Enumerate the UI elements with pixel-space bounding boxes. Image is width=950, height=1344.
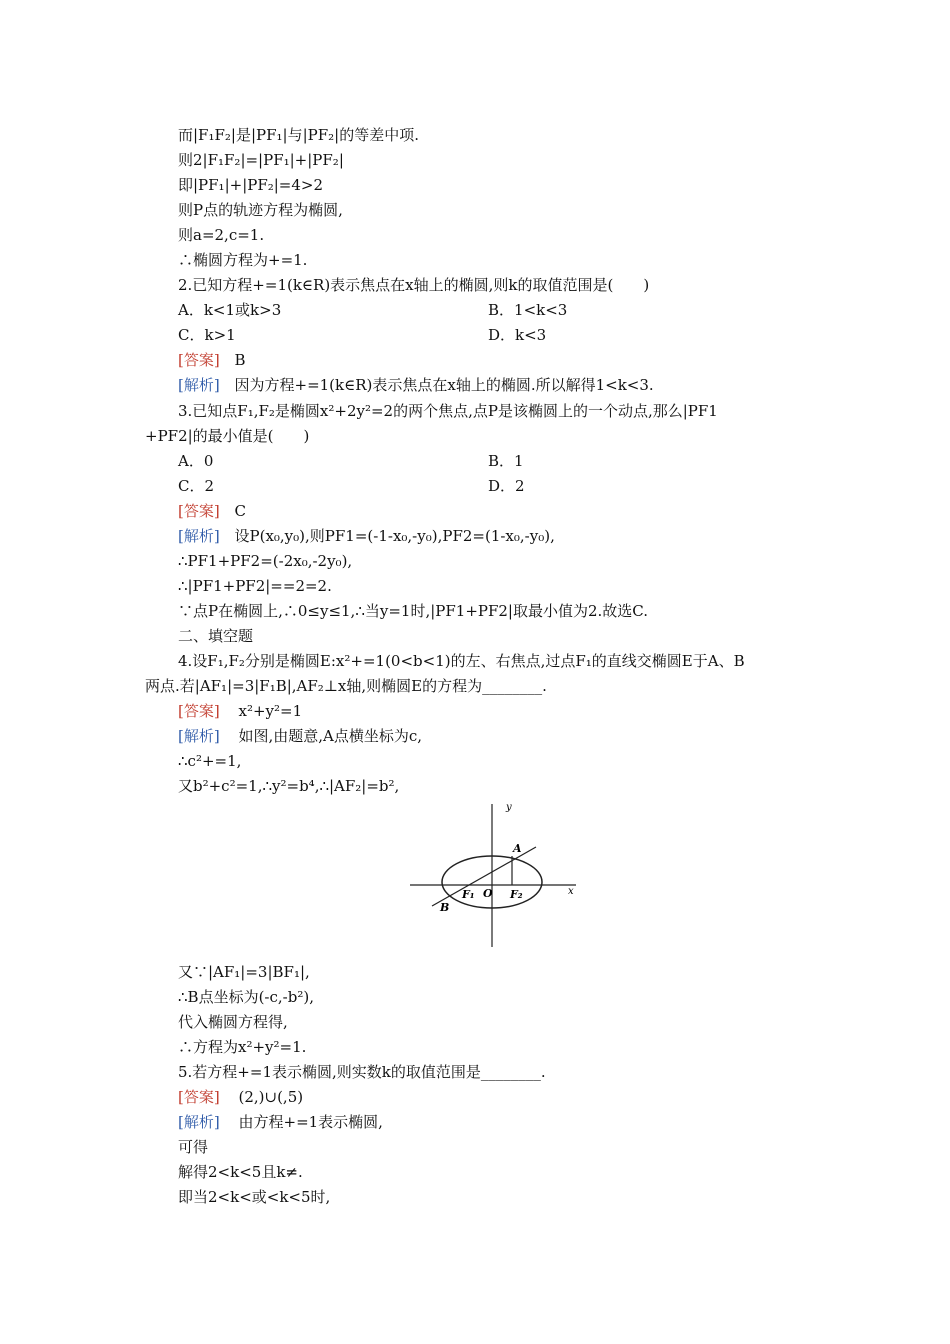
answer-value: (2,)∪(,5) — [238, 1088, 304, 1106]
option-c: C．2 — [178, 477, 215, 495]
text-line: ∴B点坐标为(-c,-b²), — [178, 988, 314, 1006]
question-4-cont: 两点.若|AF₁|=3|F₁B|,AF₂⊥x轴,则椭圆E的方程为________. — [145, 677, 547, 695]
text-line: 则P点的轨迹方程为椭圆, — [178, 201, 343, 219]
option-b: B．1<k<3 — [488, 301, 568, 319]
section-heading: 二、填空题 — [178, 627, 254, 645]
answer-value: x²+y²=1 — [238, 702, 303, 720]
text-line: 则2|F₁F₂|=|PF₁|+|PF₂| — [178, 151, 344, 169]
answer-line — [178, 350, 246, 370]
explanation-text: 因为方程+=1(k∈R)表示焦点在x轴上的椭圆.所以解得1<k<3. — [234, 376, 654, 394]
y-label: y — [506, 802, 512, 813]
f2-label: F₂ — [510, 888, 523, 901]
explanation-text: 由方程+=1表示椭圆, — [238, 1113, 383, 1131]
text-line: ∴椭圆方程为+=1. — [178, 251, 308, 269]
text-line: ∴PF1+PF2=(-2x₀,-2y₀), — [178, 552, 353, 570]
answer-tag: [答案] — [178, 1088, 220, 1106]
text-line: 则a=2,c=1. — [178, 226, 265, 244]
question-5: 5.若方程+=1表示椭圆,则实数k的取值范围是________. — [178, 1063, 546, 1081]
explanation-line — [178, 526, 555, 546]
question-4: 4.设F₁,F₂分别是椭圆E:x²+=1(0<b<1)的左、右焦点,过点F₁的直线交椭圆E于A、B — [178, 652, 745, 670]
option-b: B．1 — [488, 452, 524, 470]
explanation-line — [178, 1112, 383, 1132]
option-a: A．k<1或k>3 — [178, 301, 282, 319]
text-line: 即当2<k<或<k<5时, — [178, 1188, 331, 1206]
explanation-tag: [解析] — [178, 376, 220, 394]
question-2: 2.已知方程+=1(k∈R)表示焦点在x轴上的椭圆,则k的取值范围是( ) — [178, 276, 650, 294]
origin-label: O — [483, 887, 493, 900]
answer-line — [178, 1087, 303, 1107]
explanation-line — [178, 726, 422, 746]
point-b-label: B — [440, 901, 450, 914]
answer-value: C — [234, 502, 246, 520]
answer-line — [178, 501, 246, 521]
text-line: ∴方程为x²+y²=1. — [178, 1038, 307, 1056]
answer-tag: [答案] — [178, 502, 220, 520]
option-d: D．2 — [488, 477, 525, 495]
question-3: 3.已知点F₁,F₂是椭圆x²+2y²=2的两个焦点,点P是该椭圆上的一个动点,那么|PF1 — [178, 402, 718, 420]
explanation-text: 设P(x₀,y₀),则PF1=(-1-x₀,-y₀),PF2=(1-x₀,-y₀), — [234, 527, 555, 545]
answer-tag: [答案] — [178, 702, 220, 720]
question-3-cont: +PF2|的最小值是( ) — [145, 427, 310, 445]
text-line: 解得2<k<5且k≠. — [178, 1163, 303, 1181]
option-a: A．0 — [178, 452, 214, 470]
ellipse-figure — [410, 802, 580, 950]
text-line: 代入椭圆方程得, — [178, 1013, 288, 1031]
answer-value: B — [234, 351, 246, 369]
text-line: 可得 — [178, 1138, 209, 1156]
point-a-label: A — [513, 842, 522, 855]
answer-tag: [答案] — [178, 351, 220, 369]
text-line: 又∵|AF₁|=3|BF₁|, — [178, 963, 310, 981]
text-line: ∴c²+=1, — [178, 752, 242, 770]
x-label: x — [568, 886, 574, 897]
text-line: ∴|PF1+PF2|==2=2. — [178, 577, 332, 595]
option-d: D．k<3 — [488, 326, 547, 344]
text-line: ∵点P在椭圆上,∴0≤y≤1,∴当y=1时,|PF1+PF2|取最小值为2.故选C. — [178, 602, 649, 620]
text-line: 而|F₁F₂|是|PF₁|与|PF₂|的等差中项. — [178, 126, 419, 144]
text-line: 又b²+c²=1,∴y²=b⁴,∴|AF₂|=b², — [178, 777, 400, 795]
explanation-tag: [解析] — [178, 527, 220, 545]
explanation-line — [178, 375, 654, 395]
f1-label: F₁ — [462, 888, 475, 901]
answer-line — [178, 701, 302, 721]
text-line: 即|PF₁|+|PF₂|=4>2 — [178, 176, 324, 194]
option-c: C．k>1 — [178, 326, 236, 344]
explanation-tag: [解析] — [178, 1113, 220, 1131]
explanation-tag: [解析] — [178, 727, 220, 745]
explanation-text: 如图,由题意,A点横坐标为c, — [238, 727, 423, 745]
